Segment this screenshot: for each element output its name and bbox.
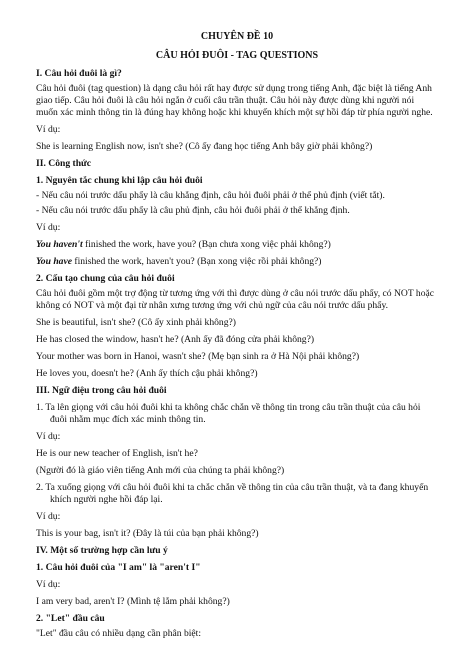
example-sentence-2 (36, 256, 438, 268)
section-2 (36, 158, 438, 380)
example-subject-emphasis: You have (36, 256, 72, 267)
section-4-subheading-2: 2. "Let" đầu câu (36, 613, 105, 624)
intonation-rising-item: 1. Ta lên giọng với câu hỏi đuôi khi ta không chắc chắn về thông tin trong câu trần thuật của câu hỏi đuôi nhằm mục đích xác minh thông tin. (36, 402, 421, 425)
example-sentence: I am very bad, aren't I? (Mình tệ lắm phải không?) (36, 596, 230, 607)
rule-negative: - Nếu câu nói trước dấu phẩy là câu phủ định, câu hỏi đuôi phải ở thể khẳng định. (36, 205, 350, 216)
intonation-falling-item: 2. Ta xuống giọng với câu hỏi đuôi khi ta chắc chắn về thông tin của câu trần thuật, và ta đang khuyến khích người nghe hồi đáp lại. (36, 482, 429, 505)
example-label: Ví dụ: (36, 124, 61, 135)
section-4-paragraph: "Let" đầu câu có nhiều dạng cần phân biệt: (36, 628, 202, 639)
doc-title-line1: CHUYÊN ĐỀ 10 (200, 31, 274, 42)
example-subject-emphasis: You haven't (36, 239, 83, 250)
example-label: Ví dụ: (36, 222, 61, 233)
example-label: Ví dụ: (36, 579, 61, 590)
example-sentence: This is your bag, isn't it? (Đây là túi của bạn phải không?) (36, 528, 259, 539)
example-sentence: Your mother was born in Hanoi, wasn't she? (Mẹ bạn sinh ra ở Hà Nội phải không?) (36, 351, 360, 362)
example-sentence: She is beautiful, isn't she? (Cô ấy xinh phải không?) (36, 317, 236, 328)
example-sentence: He loves you, doesn't he? (Anh ấy thích cậu phải không?) (36, 368, 258, 379)
section-1-paragraph: Câu hỏi đuôi (tag question) là dạng câu hỏi rất hay được sử dụng trong tiếng Anh, đặc biệt là tiếng Anh giao tiếp. Câu hỏi đuôi là câu hỏi ngắn ở cuối câu trần thuật. Câu hỏi này được dùng khi người nói muốn xác minh thông tin là đúng hay không hoặc khi khuyến khích một sự hồi đáp từ phía người nghe. (36, 83, 433, 118)
example-sentence: He is our new teacher of English, isn't he? (36, 448, 198, 459)
section-1 (36, 68, 438, 153)
section-1-heading: I. Câu hỏi đuôi là gì? (36, 68, 122, 79)
example-rest: finished the work, haven't you? (Bạn xong việc rồi phải không?) (71, 256, 322, 267)
example-label: Ví dụ: (36, 511, 61, 522)
example-translation: (Người đó là giáo viên tiếng Anh mới của chúng ta phải không?) (36, 465, 285, 476)
section-2-heading: II. Công thức (36, 158, 92, 169)
doc-title-line2: CÂU HỎI ĐUÔI - TAG QUESTIONS (155, 50, 319, 61)
example-sentence: He has closed the window, hasn't he? (Anh ấy đã đóng cửa phải không?) (36, 334, 315, 345)
example-sentence-1 (36, 239, 438, 251)
section-3 (36, 385, 438, 540)
section-4 (36, 545, 438, 640)
section-4-heading: IV. Một số trường hợp cần lưu ý (36, 545, 168, 556)
example-label: Ví dụ: (36, 431, 61, 442)
section-2-paragraph: Câu hỏi đuôi gồm một trợ động từ tương ứng với thì được dùng ở câu nói trước dấu phẩy, có NOT hoặc không có NOT và một đại từ nhân xưng tương ứng với chủ ngữ của câu nói trước dấu phẩy. (36, 288, 435, 311)
rule-affirmative: - Nếu câu nói trước dấu phẩy là câu khẳng định, câu hỏi đuôi phải ở thể phủ định (viết tắt). (36, 190, 385, 201)
example-sentence: She is learning English now, isn't she? (Cô ấy đang học tiếng Anh bây giờ phải không?) (36, 141, 373, 152)
section-4-subheading-1: 1. Câu hỏi đuôi của "I am" là "aren't I" (36, 562, 201, 573)
example-rest: finished the work, have you? (Bạn chưa xong việc phải không?) (82, 239, 331, 250)
section-3-heading: III. Ngữ điệu trong câu hỏi đuôi (36, 385, 167, 396)
section-2-subheading-2: 2. Cấu tạo chung của câu hỏi đuôi (36, 273, 175, 284)
section-2-subheading-1: 1. Nguyên tắc chung khi lập câu hỏi đuôi (36, 175, 203, 186)
